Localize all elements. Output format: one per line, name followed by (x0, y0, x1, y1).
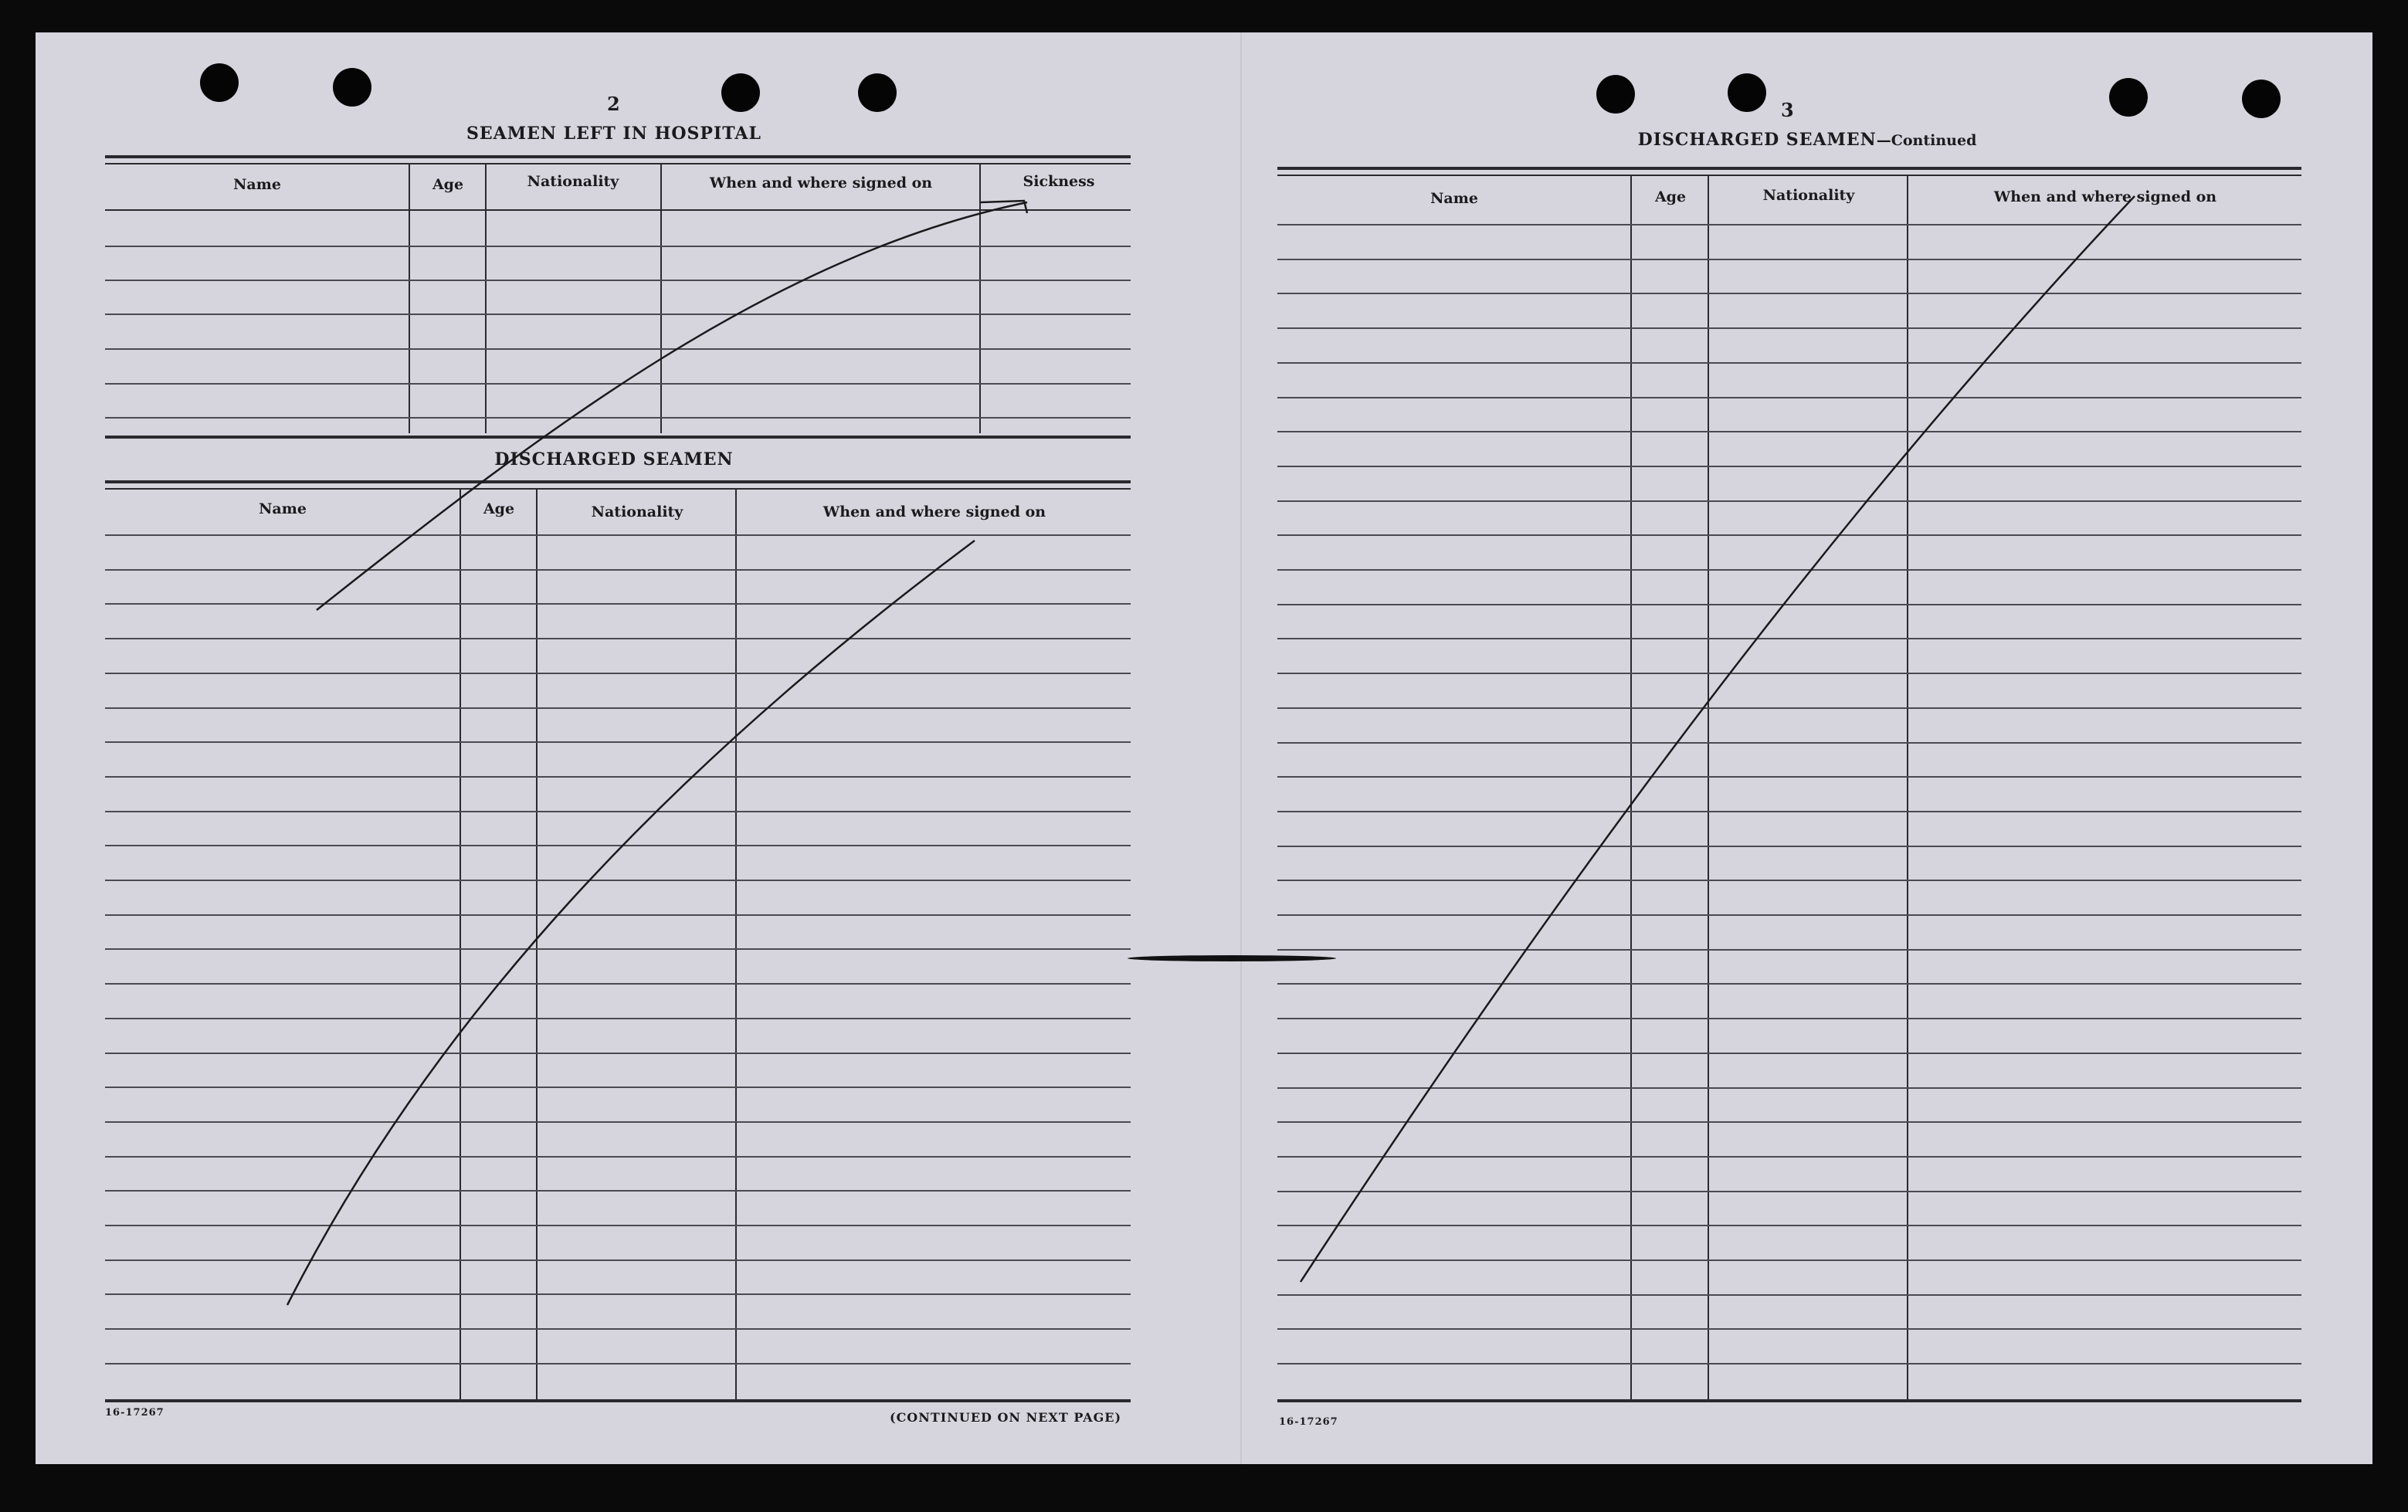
row-rule (1277, 1225, 2301, 1226)
row-rule (1277, 224, 2301, 225)
punch-hole (200, 63, 239, 102)
document-sheet (36, 32, 2372, 1464)
continued-suffix: —Continued (1876, 132, 1977, 149)
row-rule (105, 983, 1131, 985)
punch-hole (333, 68, 371, 107)
row-rule (1277, 1053, 2301, 1054)
row-rule (1277, 673, 2301, 674)
row-rule (105, 1259, 1131, 1261)
form-number-right: 16-17267 (1279, 1416, 1338, 1428)
row-rule (1277, 569, 2301, 571)
row-rule (1277, 327, 2301, 329)
row-rule (1277, 500, 2301, 502)
table-rule (105, 436, 1131, 439)
row-rule (105, 314, 1131, 315)
row-rule (1277, 1191, 2301, 1192)
column-header-sickness: Sickness (1023, 173, 1095, 190)
row-rule (105, 1293, 1131, 1295)
column-divider (409, 163, 410, 433)
row-rule (105, 1053, 1131, 1054)
row-rule (105, 1156, 1131, 1158)
row-rule (105, 348, 1131, 350)
column-divider (536, 488, 538, 1399)
row-rule (1277, 1259, 2301, 1261)
punch-hole (1728, 73, 1766, 112)
row-rule (105, 1087, 1131, 1088)
table-rule (1277, 167, 2301, 170)
row-rule (1277, 534, 2301, 536)
fold-mark (1128, 955, 1336, 961)
header-rule (105, 209, 1131, 211)
row-rule (105, 845, 1131, 846)
row-rule (105, 638, 1131, 639)
column-header-name: Name (1430, 190, 1478, 207)
row-rule (105, 280, 1131, 281)
page-number-right: 3 (1781, 99, 1794, 121)
column-header-name: Name (259, 500, 307, 517)
column-divider (1907, 175, 1908, 1401)
punch-hole (858, 73, 897, 112)
discharged-continued-title-main: DISCHARGED SEAMEN (1637, 130, 1877, 150)
row-rule (1277, 397, 2301, 398)
row-rule (1277, 1018, 2301, 1019)
row-rule (1277, 1363, 2301, 1365)
row-rule (1277, 638, 2301, 639)
row-rule (1277, 880, 2301, 881)
row-rule (105, 1018, 1131, 1019)
punch-hole (721, 73, 760, 112)
row-rule (105, 246, 1131, 247)
row-rule (105, 417, 1131, 419)
row-rule (1277, 1156, 2301, 1158)
row-rule (105, 534, 1131, 536)
column-divider (979, 163, 981, 433)
row-rule (105, 1225, 1131, 1226)
row-rule (1277, 846, 2301, 847)
table-rule (105, 480, 1131, 483)
page-spine (1240, 32, 1242, 1464)
row-rule (105, 1328, 1131, 1330)
row-rule (105, 569, 1131, 571)
column-divider (485, 163, 487, 433)
row-rule (1277, 431, 2301, 432)
form-number-left: 16-17267 (105, 1407, 164, 1419)
column-header-nationality: Nationality (527, 173, 619, 190)
hospital-section-title: SEAMEN LEFT IN HOSPITAL (466, 124, 761, 144)
row-rule (1277, 983, 2301, 985)
column-divider (1630, 175, 1632, 1401)
row-rule (1277, 259, 2301, 260)
row-rule (105, 603, 1131, 605)
row-rule (1277, 1294, 2301, 1296)
column-header-age: Age (1654, 188, 1687, 205)
row-rule (1277, 362, 2301, 364)
row-rule (105, 1363, 1131, 1365)
row-rule (105, 707, 1131, 709)
row-rule (105, 741, 1131, 743)
punch-hole (2242, 80, 2281, 118)
row-rule (1277, 293, 2301, 294)
row-rule (105, 811, 1131, 812)
table-rule (1277, 175, 2301, 176)
column-divider (660, 163, 662, 433)
column-header-nationality: Nationality (1762, 187, 1855, 204)
discharged-section-title: DISCHARGED SEAMEN (494, 449, 734, 470)
row-rule (1277, 949, 2301, 951)
continued-note: (CONTINUED ON NEXT PAGE) (890, 1410, 1122, 1425)
column-header-signed-on: When and where signed on (1993, 188, 2217, 205)
row-rule (105, 383, 1131, 385)
table-rule (105, 155, 1131, 158)
row-rule (1277, 1328, 2301, 1330)
column-header-age: Age (483, 500, 515, 517)
row-rule (1277, 776, 2301, 778)
row-rule (1277, 466, 2301, 467)
column-header-age: Age (432, 176, 464, 193)
row-rule (105, 1121, 1131, 1123)
column-divider (735, 488, 737, 1399)
column-header-name: Name (233, 176, 281, 193)
table-rule (105, 163, 1131, 164)
row-rule (1277, 914, 2301, 916)
row-rule (1277, 1121, 2301, 1123)
row-rule (1277, 811, 2301, 812)
row-rule (105, 776, 1131, 778)
row-rule (1277, 707, 2301, 709)
punch-hole (1596, 75, 1635, 114)
column-divider (460, 488, 461, 1399)
table-rule (105, 488, 1131, 490)
column-header-signed-on: When and where signed on (822, 503, 1046, 520)
row-rule (105, 880, 1131, 881)
row-rule (105, 1190, 1131, 1192)
row-rule (105, 948, 1131, 950)
row-rule (1277, 742, 2301, 744)
column-header-signed-on: When and where signed on (709, 175, 933, 192)
row-rule (1277, 604, 2301, 605)
column-header-nationality: Nationality (591, 503, 683, 520)
discharged-continued-title (1591, 130, 2023, 150)
row-rule (105, 673, 1131, 674)
table-rule (1277, 1399, 2301, 1402)
page-number-left: 2 (607, 93, 620, 115)
table-rule (105, 1399, 1131, 1402)
row-rule (105, 914, 1131, 916)
punch-hole (2109, 78, 2148, 117)
column-divider (1708, 175, 1709, 1401)
row-rule (1277, 1087, 2301, 1089)
